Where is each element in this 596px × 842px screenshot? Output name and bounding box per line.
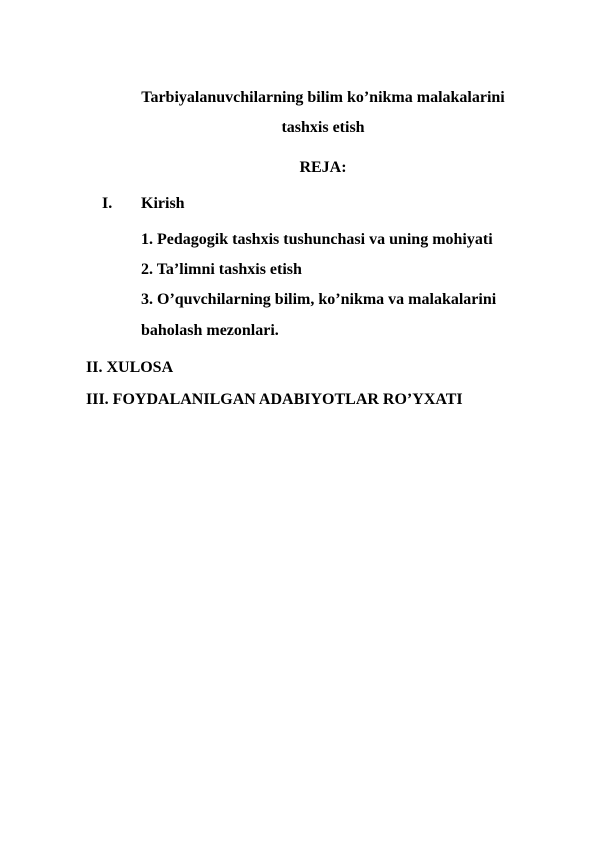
section-1-label: Kirish	[141, 195, 185, 212]
plan-item-1: 1. Pedagogik tashxis tushunchasi va uning mohiyati	[141, 231, 493, 248]
plan-item-2: 2. Ta’limni tashxis etish	[141, 261, 302, 278]
document-title-line-1: Tarbiyalanuvchilarning bilim ko’nikma malakalarini	[141, 89, 505, 106]
section-1-number: I.	[102, 195, 113, 212]
plan-item-3: 3. O’quvchilarning bilim, ko’nikma va malakalarini	[141, 291, 497, 308]
plan-heading: REJA:	[299, 159, 347, 176]
section-3-heading: III. FOYDALANILGAN ADABIYOTLAR RO’YXATI	[86, 391, 463, 408]
document-title-line-2: tashxis etish	[281, 119, 365, 136]
section-2-heading: II. XULOSA	[86, 359, 174, 376]
plan-item-3-continuation: baholash mezonlari.	[141, 322, 279, 339]
